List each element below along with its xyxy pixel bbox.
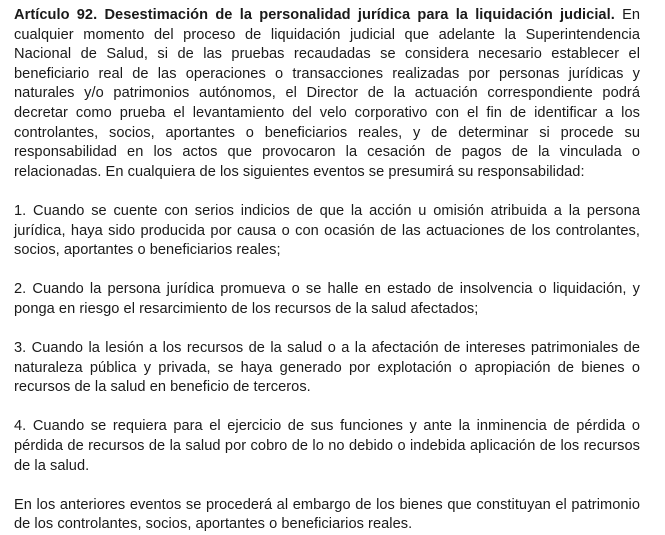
closing-paragraph: En los anteriores eventos se procederá al embargo de los bienes que constituyan el patrimonio de los controlantes, socios, aportantes o beneficiarios reales. <box>14 496 640 533</box>
list-item-2: 2. Cuando la persona jurídica promueva o se halle en estado de insolvencia o liquidación, y ponga en riesgo el resarcimiento de los recursos de la salud afectados; <box>14 281 640 317</box>
list-item-1: 1. Cuando se cuente con serios indicios de que la acción u omisión atribuida a la persona jurídica, haya sido producida por causa o con ocasión de las actuaciones de los controlantes, socios, aportantes o beneficiarios reales; <box>14 202 640 259</box>
list-item-3: 3. Cuando la lesión a los recursos de la salud o a la afectación de intereses patrimoniales de naturaleza pública y privada, se haya generado por explotación o apropiación de bienes o recursos de la salud en beneficio de terceros. <box>14 340 640 396</box>
document-body <box>14 6 640 535</box>
list-item-4: 4. Cuando se requiera para el ejercicio de sus funciones y ante la inminencia de pérdida o pérdida de recursos de la salud por cobro de lo no debido o indebida aplicación de los recursos de la salud. <box>14 418 640 474</box>
article-heading: Artículo 92. Desestimación de la personalidad jurídica para la liquidación judicial. <box>14 7 615 23</box>
intro-paragraph <box>14 6 640 182</box>
intro-text: En cualquier momento del proceso de liquidación judicial que adelante la Superintendencia Nacional de Salud, si de las pruebas recaudadas se considera necesario establecer el beneficiario real de las operaciones o transacciones realizadas por personas jurídicas y naturales y/o patrimonios autónomos, el Director de la actuación correspondiente podrá decretar como prueba el levantamiento del velo corporativo con el fin de identificar a los controlantes, socios, aportantes o beneficiarios reales, y de determinar si procede su responsabilidad en los actos que provocaron la cesación de pagos de la vinculada o relacionadas. En cualquiera de los siguientes eventos se presumirá su responsabilidad: <box>14 7 641 180</box>
